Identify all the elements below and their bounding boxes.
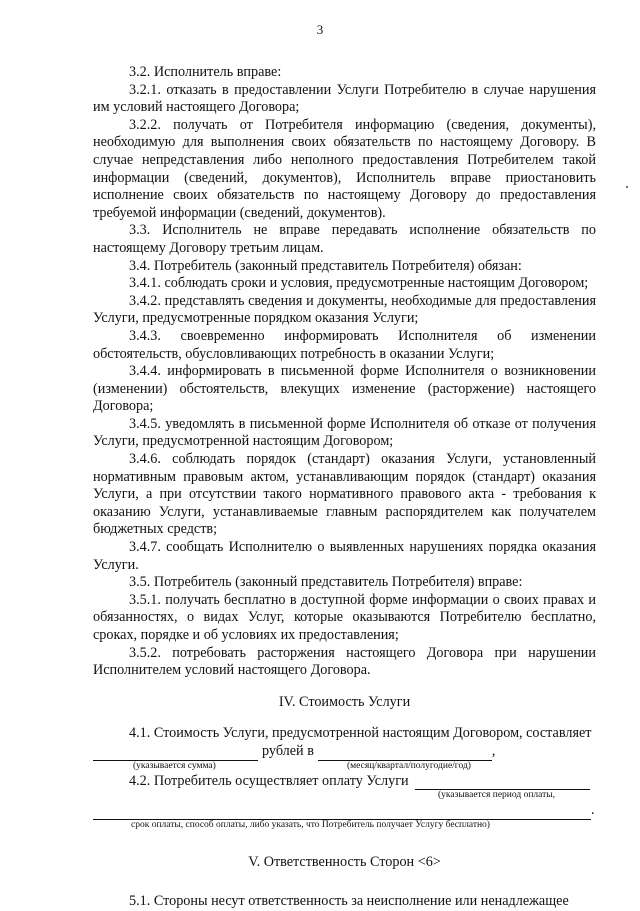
cost-comma: ,	[491, 742, 496, 759]
section-5-heading: V. Ответственность Сторон <6>	[248, 853, 441, 870]
payment-terms-row	[93, 802, 596, 820]
caption-sum: (указывается сумма)	[133, 760, 216, 771]
clause-5-1: 5.1. Стороны несут ответственность за неисполнение или ненадлежащее	[129, 893, 569, 910]
clause-3-4-4: 3.4.4. информировать в письменной форме Исполнителя о возникновении (изменении) обстоятельств, влекущих изменение (расторжение) настоящего Договора;	[93, 363, 596, 415]
clause-3-2-1: 3.2.1. отказать в предоставлении Услуги Потребителю в случае нарушения им условий настоящего Договора;	[93, 81, 596, 116]
clause-3-4-5: 3.4.5. уведомлять в письменной форме Исполнителя об отказе от получения Услуги, предусмотренной настоящим Договором;	[93, 415, 596, 450]
clause-3-4-2: 3.4.2. представлять сведения и документы, необходимые для предоставления Услуги, предусмотренные порядком оказания Услуги;	[93, 292, 596, 327]
caption-period: (месяц/квартал/полугодие/год)	[347, 760, 471, 771]
clause-3-4-1: 3.4.1. соблюдать сроки и условия, предусмотренные настоящим Договором;	[129, 275, 589, 292]
page-number: 3	[316, 22, 324, 37]
document-body	[93, 64, 596, 911]
clause-3-2: 3.2. Исполнитель вправе:	[129, 64, 282, 80]
clause-3-2-2: 3.2.2. получать от Потребителя информацию (сведения, документы), необходимую для выполнения своих обязательств по настоящему Договору. В случае непредставления либо неполного предоставления Потребителем такой информации (сведений, документов), Исполнитель вправе приостановить исполнение своих обязательств по настоящему Договору до предоставления требуемой информации (сведений, документов).	[93, 116, 596, 221]
clause-3-4-6: 3.4.6. соблюдать порядок (стандарт) оказания Услуги, установленный нормативным правовым актом, устанавливающим порядок (стандарт) оказания Услуги, а при отсутствии такого нормативного правового акта - требования к оказанию Услуги, устанавливаемые главным распорядителем как получателем бюджетных средств;	[93, 451, 596, 538]
payment-fill-row	[93, 773, 596, 791]
rubles-in-label: рублей в	[262, 742, 314, 759]
cost-period-blank[interactable]	[318, 746, 492, 761]
caption-payment-terms: срок оплаты, способ оплаты, либо указать, что Потребитель получает Услугу бесплатно)	[131, 819, 490, 830]
caption-payment-period: (указывается период оплаты,	[438, 790, 556, 801]
payment-period-blank[interactable]	[415, 775, 590, 790]
clause-4-1: 4.1. Стоимость Услуги, предусмотренной настоящим Договором, составляет	[129, 725, 592, 742]
cost-sum-blank[interactable]	[93, 746, 258, 761]
scan-speck	[626, 186, 628, 188]
clause-3-5: 3.5. Потребитель (законный представитель Потребителя) вправе:	[129, 574, 523, 591]
cost-captions	[93, 761, 596, 773]
payment-terms-blank[interactable]	[93, 805, 591, 820]
clause-3-5-1: 3.5.1. получать бесплатно в доступной форме информации о своих правах и обязанностях, о видах Услуг, которые оказываются Потребителю бесплатно, сроках, порядке и об условиях их предоставления;	[93, 591, 596, 643]
clause-3-4: 3.4. Потребитель (законный представитель Потребителя) обязан:	[129, 257, 522, 274]
payment-terms-period: .	[591, 802, 595, 819]
payment-terms-caption-row	[93, 820, 596, 832]
cost-fill-row	[93, 743, 596, 761]
clause-3-3: 3.3. Исполнитель не вправе передавать исполнение обязательств по настоящему Договору третьим лицам.	[93, 222, 596, 256]
payment-period-caption-row	[93, 790, 596, 802]
section-4-heading: IV. Стоимость Услуги	[278, 693, 411, 710]
clause-3-5-2: 3.5.2. потребовать расторжения настоящего Договора при нарушении Исполнителем условий настоящего Договора.	[93, 644, 596, 679]
clause-3-4-3: 3.4.3. своевременно информировать Исполнителя об изменении обстоятельств, обусловливающих потребность в оказании Услуги;	[93, 327, 596, 362]
clause-4-2: 4.2. Потребитель осуществляет оплату Услуги	[129, 772, 409, 789]
clause-3-4-7: 3.4.7. сообщать Исполнителю о выявленных нарушениях порядка оказания Услуги.	[93, 539, 596, 573]
